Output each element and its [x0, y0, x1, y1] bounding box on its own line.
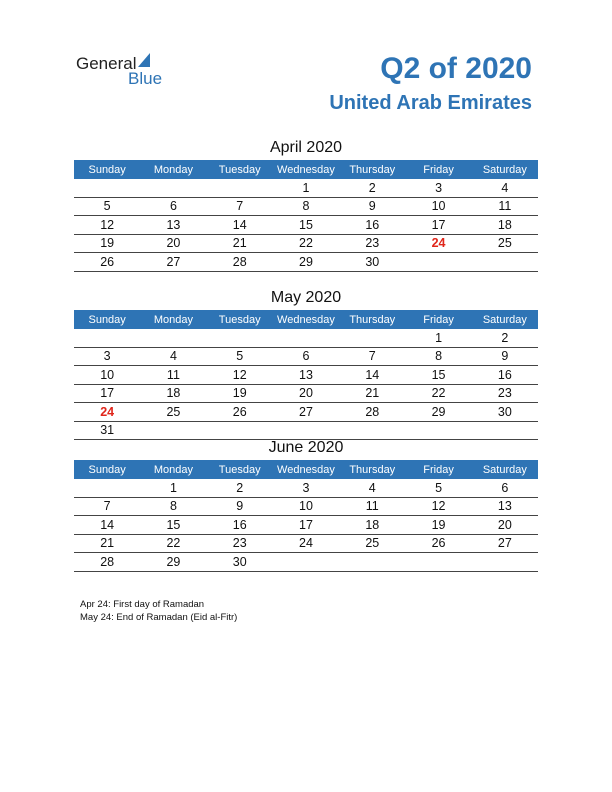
day-cell: 17 — [273, 516, 339, 535]
day-cell: 11 — [472, 197, 538, 216]
day-cell: 5 — [405, 479, 471, 497]
day-cell: 22 — [273, 234, 339, 253]
day-cell: 3 — [405, 179, 471, 197]
day-cell: 9 — [472, 347, 538, 366]
day-cell — [405, 553, 471, 572]
day-cell: 23 — [339, 234, 405, 253]
day-cell: 9 — [207, 497, 273, 516]
logo-text-general: General — [76, 54, 137, 73]
week-row — [74, 497, 538, 516]
day-cell: 31 — [74, 421, 140, 440]
calendar-table — [74, 160, 538, 272]
day-cell: 30 — [207, 553, 273, 572]
day-cell: 10 — [405, 197, 471, 216]
day-cell: 14 — [207, 216, 273, 235]
weekday-header: Friday — [405, 310, 471, 329]
day-cell: 23 — [207, 534, 273, 553]
day-cell: 26 — [74, 253, 140, 272]
week-row — [74, 234, 538, 253]
day-cell: 5 — [74, 197, 140, 216]
day-cell: 29 — [140, 553, 206, 572]
day-cell: 2 — [207, 479, 273, 497]
holiday-notes — [80, 598, 237, 624]
day-cell: 22 — [405, 384, 471, 403]
day-cell: 15 — [273, 216, 339, 235]
weekday-header: Monday — [140, 460, 206, 479]
weekday-header: Saturday — [472, 160, 538, 179]
day-cell: 6 — [273, 347, 339, 366]
holiday-note: Apr 24: First day of Ramadan — [80, 599, 205, 610]
day-cell: 25 — [140, 403, 206, 422]
day-cell: 19 — [207, 384, 273, 403]
day-cell: 8 — [273, 197, 339, 216]
calendar-table — [74, 460, 538, 572]
day-cell: 15 — [140, 516, 206, 535]
day-cell: 16 — [472, 366, 538, 385]
week-row — [74, 479, 538, 497]
day-cell: 13 — [140, 216, 206, 235]
weekday-header: Sunday — [74, 310, 140, 329]
day-cell: 23 — [472, 384, 538, 403]
day-cell: 24 — [74, 403, 140, 422]
day-cell: 18 — [472, 216, 538, 235]
day-cell: 21 — [207, 234, 273, 253]
day-cell — [273, 329, 339, 347]
day-cell: 4 — [339, 479, 405, 497]
day-cell: 13 — [472, 497, 538, 516]
calendar-june — [74, 438, 538, 572]
week-row — [74, 403, 538, 422]
week-row — [74, 516, 538, 535]
week-row — [74, 534, 538, 553]
day-cell: 24 — [273, 534, 339, 553]
day-cell — [405, 253, 471, 272]
day-cell — [207, 179, 273, 197]
week-row — [74, 329, 538, 347]
weekday-header: Saturday — [472, 460, 538, 479]
day-cell: 1 — [140, 479, 206, 497]
day-cell: 16 — [339, 216, 405, 235]
day-cell — [207, 421, 273, 440]
day-cell: 25 — [472, 234, 538, 253]
day-cell — [74, 329, 140, 347]
day-cell: 4 — [472, 179, 538, 197]
weekday-header: Wednesday — [273, 310, 339, 329]
day-cell — [339, 553, 405, 572]
month-title: May 2020 — [270, 289, 342, 306]
day-cell — [74, 479, 140, 497]
week-row — [74, 421, 538, 440]
day-cell: 20 — [273, 384, 339, 403]
day-cell: 22 — [140, 534, 206, 553]
day-cell: 17 — [74, 384, 140, 403]
week-row — [74, 553, 538, 572]
day-cell: 13 — [273, 366, 339, 385]
day-cell: 26 — [207, 403, 273, 422]
weekday-header-row — [74, 160, 538, 179]
weekday-header: Sunday — [74, 160, 140, 179]
day-cell: 18 — [140, 384, 206, 403]
day-cell: 2 — [472, 329, 538, 347]
day-cell: 8 — [405, 347, 471, 366]
day-cell — [472, 253, 538, 272]
day-cell: 18 — [339, 516, 405, 535]
weekday-header-row — [74, 310, 538, 329]
weekday-header: Tuesday — [207, 160, 273, 179]
day-cell: 10 — [273, 497, 339, 516]
day-cell: 27 — [472, 534, 538, 553]
week-row — [74, 253, 538, 272]
day-cell: 20 — [472, 516, 538, 535]
day-cell — [140, 179, 206, 197]
weekday-header: Tuesday — [207, 310, 273, 329]
day-cell: 19 — [405, 516, 471, 535]
weekday-header: Wednesday — [273, 160, 339, 179]
day-cell — [207, 329, 273, 347]
weekday-header: Monday — [140, 160, 206, 179]
day-cell: 10 — [74, 366, 140, 385]
month-title: June 2020 — [268, 439, 344, 456]
weekday-header: Saturday — [472, 310, 538, 329]
day-cell: 15 — [405, 366, 471, 385]
holiday-note: May 24: End of Ramadan (Eid al-Fitr) — [80, 612, 238, 623]
weekday-header: Tuesday — [207, 460, 273, 479]
day-cell: 29 — [405, 403, 471, 422]
day-cell: 8 — [140, 497, 206, 516]
day-cell: 16 — [207, 516, 273, 535]
day-cell: 24 — [405, 234, 471, 253]
day-cell: 2 — [339, 179, 405, 197]
week-row — [74, 347, 538, 366]
day-cell: 1 — [273, 179, 339, 197]
day-cell — [273, 421, 339, 440]
day-cell: 7 — [339, 347, 405, 366]
day-cell: 11 — [140, 366, 206, 385]
day-cell: 28 — [207, 253, 273, 272]
week-row — [74, 384, 538, 403]
day-cell: 26 — [405, 534, 471, 553]
day-cell — [140, 329, 206, 347]
day-cell — [339, 421, 405, 440]
day-cell: 12 — [405, 497, 471, 516]
day-cell: 28 — [74, 553, 140, 572]
day-cell — [472, 553, 538, 572]
day-cell — [140, 421, 206, 440]
day-cell: 20 — [140, 234, 206, 253]
month-title: April 2020 — [269, 139, 343, 156]
day-cell: 3 — [74, 347, 140, 366]
day-cell: 29 — [273, 253, 339, 272]
day-cell: 30 — [339, 253, 405, 272]
weekday-header-row — [74, 460, 538, 479]
day-cell — [472, 421, 538, 440]
day-cell: 14 — [339, 366, 405, 385]
week-row — [74, 216, 538, 235]
day-cell: 6 — [140, 197, 206, 216]
day-cell: 12 — [207, 366, 273, 385]
weekday-header: Thursday — [339, 310, 405, 329]
day-cell: 21 — [74, 534, 140, 553]
week-row — [74, 366, 538, 385]
weekday-header: Thursday — [339, 160, 405, 179]
weekday-header: Friday — [405, 460, 471, 479]
day-cell: 14 — [74, 516, 140, 535]
day-cell — [74, 179, 140, 197]
day-cell: 4 — [140, 347, 206, 366]
weekday-header: Thursday — [339, 460, 405, 479]
day-cell: 11 — [339, 497, 405, 516]
calendar-may — [74, 288, 538, 440]
logo-text-blue: Blue — [128, 69, 163, 88]
day-cell — [339, 329, 405, 347]
weekday-header: Wednesday — [273, 460, 339, 479]
day-cell: 27 — [273, 403, 339, 422]
calendar-table — [74, 310, 538, 440]
day-cell: 7 — [74, 497, 140, 516]
day-cell: 25 — [339, 534, 405, 553]
weekday-header: Sunday — [74, 460, 140, 479]
weekday-header: Friday — [405, 160, 471, 179]
calendar-april — [74, 138, 538, 272]
day-cell — [273, 553, 339, 572]
day-cell: 9 — [339, 197, 405, 216]
weekday-header: Monday — [140, 310, 206, 329]
day-cell: 3 — [273, 479, 339, 497]
day-cell: 28 — [339, 403, 405, 422]
week-row — [74, 197, 538, 216]
country-subtitle: United Arab Emirates — [329, 92, 532, 114]
day-cell: 27 — [140, 253, 206, 272]
week-row — [74, 179, 538, 197]
day-cell: 21 — [339, 384, 405, 403]
page-title: Q2 of 2020 — [380, 52, 532, 85]
logo-triangle-icon — [138, 53, 150, 67]
day-cell: 6 — [472, 479, 538, 497]
day-cell: 5 — [207, 347, 273, 366]
day-cell: 19 — [74, 234, 140, 253]
day-cell — [405, 421, 471, 440]
day-cell: 17 — [405, 216, 471, 235]
day-cell: 1 — [405, 329, 471, 347]
generalblue-logo — [76, 52, 176, 88]
day-cell: 7 — [207, 197, 273, 216]
day-cell: 12 — [74, 216, 140, 235]
day-cell: 30 — [472, 403, 538, 422]
